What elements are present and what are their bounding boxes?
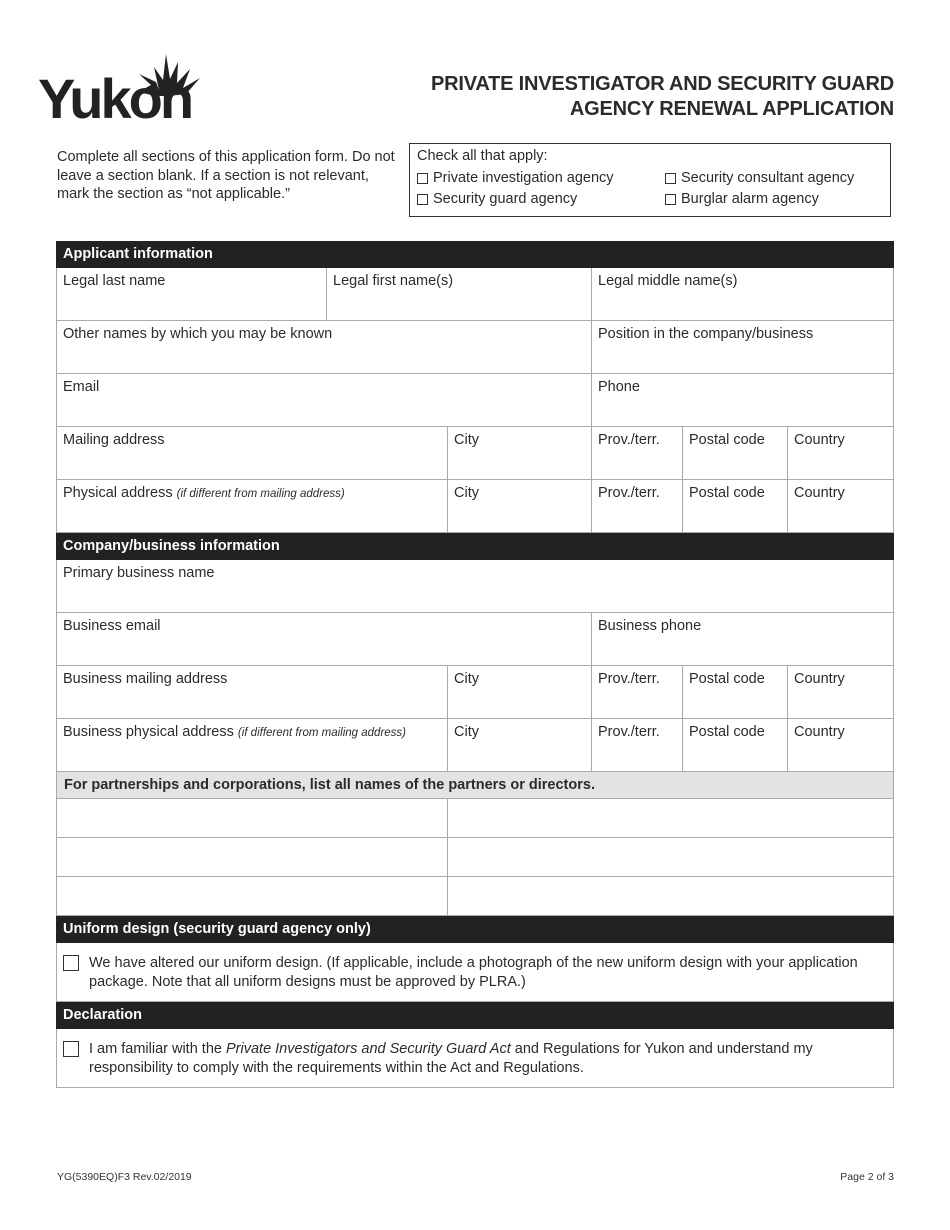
field-label: Mailing address (63, 432, 165, 448)
field-position[interactable] (592, 321, 893, 373)
field-mailing-country[interactable] (788, 427, 893, 479)
field-business-physical-city[interactable] (448, 719, 592, 771)
field-physical-address[interactable] (57, 480, 448, 532)
form-id: YG(5390EQ)F3 Rev.02/2019 (57, 1171, 192, 1183)
field-label: Business phone (598, 618, 702, 634)
field-legal-last-name[interactable] (57, 268, 327, 320)
field-mailing-city[interactable] (448, 427, 592, 479)
svg-text:Yukon: Yukon (38, 67, 192, 124)
field-business-mailing-city[interactable] (448, 666, 592, 718)
field-mailing-postal[interactable] (683, 427, 788, 479)
field-label: Country (794, 724, 845, 740)
field-physical-postal[interactable] (683, 480, 788, 532)
field-email[interactable] (57, 374, 592, 426)
page-number: Page 2 of 3 (840, 1171, 894, 1183)
uniform-altered-option[interactable] (56, 943, 894, 1002)
field-label: Other names by which you may be known (63, 326, 333, 342)
field-label: Legal first name(s) (333, 273, 454, 289)
uniform-checkbox[interactable] (63, 955, 79, 971)
option-burglar-alarm[interactable] (665, 191, 819, 207)
option-label: Security guard agency (433, 191, 578, 207)
partner-name-field[interactable] (57, 799, 448, 837)
partner-name-field[interactable] (448, 799, 893, 837)
partner-name-field[interactable] (57, 838, 448, 876)
section-header-declaration: Declaration (56, 1002, 894, 1029)
option-security-guard[interactable] (417, 191, 577, 207)
partner-name-field[interactable] (448, 838, 893, 876)
agency-type-box (409, 143, 891, 217)
field-business-mailing-postal[interactable] (683, 666, 788, 718)
yukon-logo (38, 52, 213, 124)
field-business-physical-address[interactable] (57, 719, 448, 771)
field-business-mailing-address[interactable] (57, 666, 448, 718)
field-physical-city[interactable] (448, 480, 592, 532)
field-label: Prov./terr. (598, 671, 660, 687)
field-mailing-address[interactable] (57, 427, 448, 479)
field-business-physical-country[interactable] (788, 719, 893, 771)
intro-text: Complete all sections of this application form. Do not leave a section blank. If a section is not relevant, mark the section as “not applicable.” (57, 149, 395, 202)
declaration-option[interactable] (56, 1029, 894, 1088)
field-label: Business email (63, 618, 161, 634)
field-label: Prov./terr. (598, 485, 660, 501)
field-mailing-prov[interactable] (592, 427, 683, 479)
option-label: Private investigation agency (433, 170, 614, 186)
field-label: Primary business name (63, 565, 215, 581)
checkbox[interactable] (665, 194, 676, 205)
application-form (56, 241, 894, 1088)
field-label: Postal code (689, 671, 765, 687)
field-business-mailing-country[interactable] (788, 666, 893, 718)
field-physical-country[interactable] (788, 480, 893, 532)
field-label: Postal code (689, 485, 765, 501)
field-label: Email (63, 379, 100, 395)
option-label: Security consultant agency (681, 170, 855, 186)
field-hint: (if different from mailing address) (176, 488, 345, 500)
act-name: Private Investigators and Security Guard Act (226, 1041, 511, 1057)
field-label: Business mailing address (63, 671, 228, 687)
field-other-names[interactable] (57, 321, 592, 373)
field-label: Position in the company/business (598, 326, 814, 342)
partner-name-field[interactable] (448, 877, 893, 915)
field-physical-prov[interactable] (592, 480, 683, 532)
field-label: Legal last name (63, 273, 166, 289)
field-label: Phone (598, 379, 640, 395)
field-business-physical-postal[interactable] (683, 719, 788, 771)
field-business-email[interactable] (57, 613, 592, 665)
section-header-partners: For partnerships and corporations, list all names of the partners or directors. (56, 772, 894, 799)
checkbox[interactable] (417, 173, 428, 184)
option-label: Burglar alarm agency (681, 191, 819, 207)
section-header-uniform: Uniform design (security guard agency only) (56, 916, 894, 943)
field-label: Prov./terr. (598, 724, 660, 740)
field-label: Physical address (63, 485, 173, 501)
field-label: City (454, 485, 479, 501)
field-label: Legal middle name(s) (598, 273, 738, 289)
checkbox[interactable] (665, 173, 676, 184)
field-business-phone[interactable] (592, 613, 893, 665)
declaration-text-post: and Regulations for Yukon and understand my responsibility to comply with the requirements within the Act and Regulations. (89, 1041, 813, 1076)
form-title-line-1: PRIVATE INVESTIGATOR AND SECURITY GUARD (431, 73, 894, 95)
field-business-physical-prov[interactable] (592, 719, 683, 771)
declaration-checkbox[interactable] (63, 1041, 79, 1057)
field-label: Country (794, 485, 845, 501)
agency-type-header: Check all that apply: (417, 148, 548, 164)
option-security-consultant[interactable] (665, 170, 854, 186)
section-header-company: Company/business information (56, 533, 894, 560)
field-primary-business-name[interactable] (57, 560, 893, 612)
field-hint: (if different from mailing address) (237, 727, 406, 739)
partner-name-field[interactable] (57, 877, 448, 915)
field-label: City (454, 724, 479, 740)
field-label: City (454, 432, 479, 448)
field-legal-first-name[interactable] (327, 268, 592, 320)
field-label: Country (794, 671, 845, 687)
field-label: Postal code (689, 432, 765, 448)
field-label: Postal code (689, 724, 765, 740)
field-phone[interactable] (592, 374, 893, 426)
option-private-investigation[interactable] (417, 170, 614, 186)
uniform-text: We have altered our uniform design. (If applicable, include a photograph of the new uniform design with your application package. Note that all uniform designs must be approved by PLRA.) (89, 955, 858, 990)
field-label: Prov./terr. (598, 432, 660, 448)
field-label: Business physical address (63, 724, 234, 740)
section-header-applicant: Applicant information (56, 241, 894, 268)
field-business-mailing-prov[interactable] (592, 666, 683, 718)
form-title (431, 72, 894, 122)
declaration-text-pre: I am familiar with the (89, 1041, 226, 1057)
field-label: City (454, 671, 479, 687)
field-legal-middle-name[interactable] (592, 268, 893, 320)
checkbox[interactable] (417, 194, 428, 205)
declaration-text (89, 1040, 887, 1077)
field-label: Country (794, 432, 845, 448)
form-title-line-2: AGENCY RENEWAL APPLICATION (569, 98, 894, 120)
